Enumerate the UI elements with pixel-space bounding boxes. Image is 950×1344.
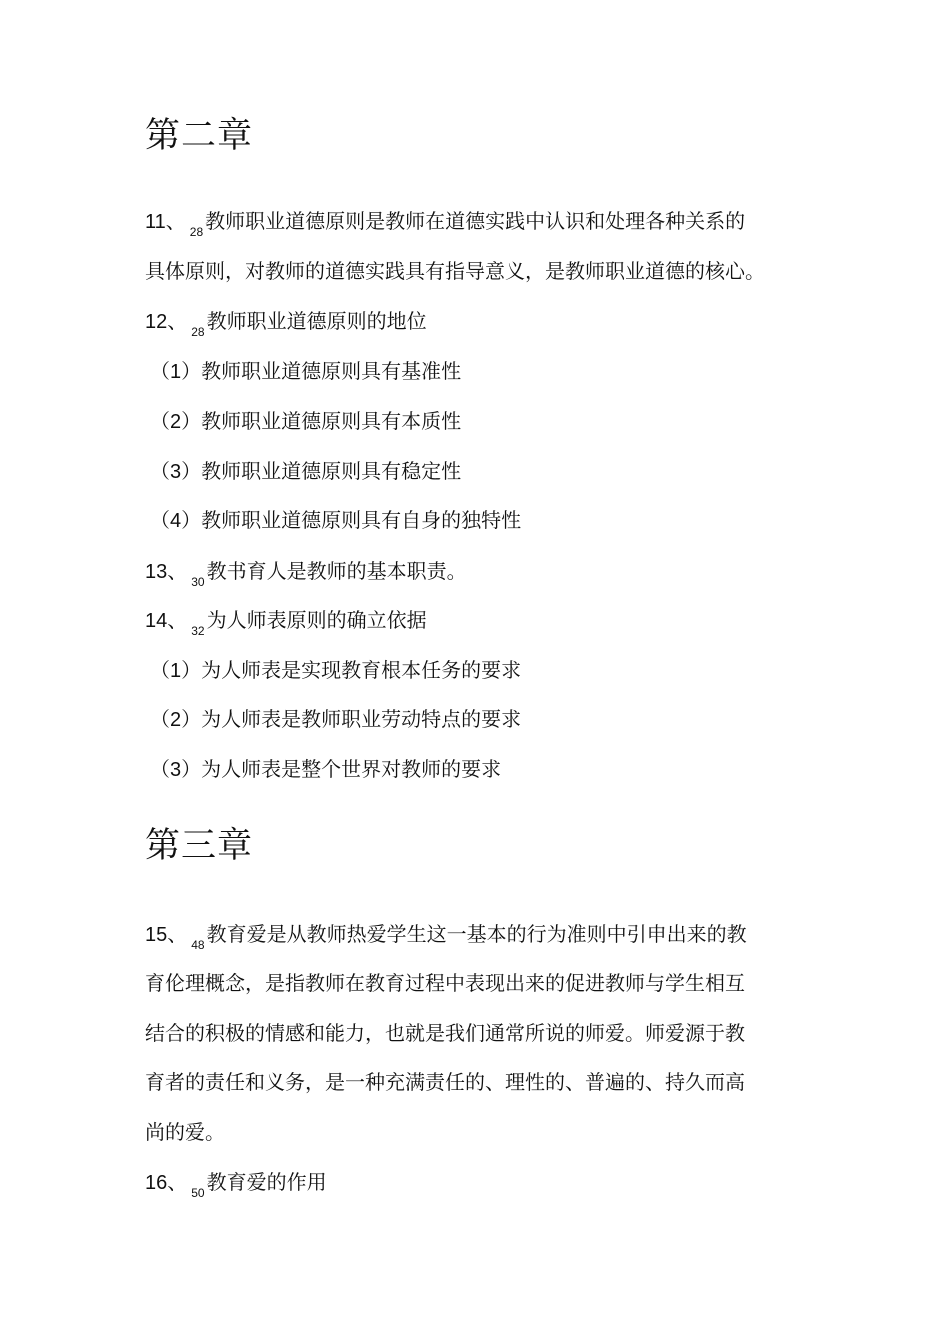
sub-item-text: 教师职业道德原则具有基准性 — [201, 359, 462, 383]
item-number: 12、 — [145, 311, 188, 333]
sub-item — [150, 658, 521, 683]
item-14-line — [145, 608, 427, 638]
sub-item-text: 教师职业道德原则具有本质性 — [201, 409, 462, 433]
item-16-line — [145, 1170, 327, 1200]
page-reference: 30 — [191, 575, 205, 589]
page-reference: 48 — [191, 938, 205, 952]
item-15-line-5: 尚的爱。 — [145, 1120, 225, 1144]
chapter-heading-2: 第二章 — [145, 116, 254, 156]
sub-item-index: （1） — [150, 660, 202, 682]
chapter-heading-3: 第三章 — [145, 826, 254, 866]
sub-item — [150, 359, 461, 384]
sub-item-index: （4） — [150, 510, 202, 532]
item-13-line — [145, 559, 467, 589]
item-11-line-1 — [145, 209, 746, 239]
item-number: 14、 — [145, 610, 188, 632]
item-15-line-3: 结合的积极的情感和能力，也就是我们通常所说的师爱。师爱源于教 — [145, 1021, 745, 1045]
sub-item-index: （2） — [150, 411, 202, 433]
item-15-line-4: 育者的责任和义务，是一种充满责任的、理性的、普遍的、持久而高 — [145, 1070, 745, 1094]
sub-item-text: 为人师表是整个世界对教师的要求 — [201, 757, 502, 781]
item-text: 教师职业道德原则是教师在道德实践中认识和处理各种关系的 — [205, 209, 746, 233]
item-12-line — [145, 309, 427, 339]
sub-item-text: 教师职业道德原则具有稳定性 — [201, 459, 462, 483]
item-11-line-2: 具体原则，对教师的道德实践具有指导意义，是教师职业道德的核心。 — [145, 259, 765, 283]
item-text: 教书育人是教师的基本职责。 — [206, 559, 467, 583]
item-text: 教育爱的作用 — [206, 1170, 327, 1194]
sub-item — [150, 409, 461, 434]
sub-item — [150, 707, 521, 732]
sub-item-index: （3） — [150, 461, 202, 483]
item-15-line-1 — [145, 922, 747, 952]
page-reference: 28 — [191, 325, 205, 339]
item-number: 16、 — [145, 1172, 188, 1194]
page-reference: 32 — [191, 624, 205, 638]
page-reference: 50 — [191, 1186, 205, 1200]
sub-item-text: 为人师表是教师职业劳动特点的要求 — [201, 707, 522, 731]
item-text: 为人师表原则的确立依据 — [206, 608, 427, 632]
sub-item-text: 教师职业道德原则具有自身的独特性 — [201, 508, 522, 532]
item-text: 教育爱是从教师热爱学生这一基本的行为准则中引申出来的教 — [206, 922, 747, 946]
sub-item-text: 为人师表是实现教育根本任务的要求 — [201, 658, 522, 682]
sub-item — [150, 508, 521, 533]
item-text: 教师职业道德原则的地位 — [206, 309, 427, 333]
sub-item — [150, 459, 461, 484]
sub-item-index: （2） — [150, 709, 202, 731]
item-number: 13、 — [145, 561, 188, 583]
page-reference: 28 — [189, 225, 204, 239]
item-15-line-2: 育伦理概念，是指教师在教育过程中表现出来的促进教师与学生相互 — [145, 971, 745, 995]
sub-item-index: （1） — [150, 361, 202, 383]
item-number: 15、 — [145, 924, 188, 946]
sub-item-index: （3） — [150, 759, 202, 781]
sub-item — [150, 757, 501, 782]
item-number: 11、 — [145, 211, 186, 233]
